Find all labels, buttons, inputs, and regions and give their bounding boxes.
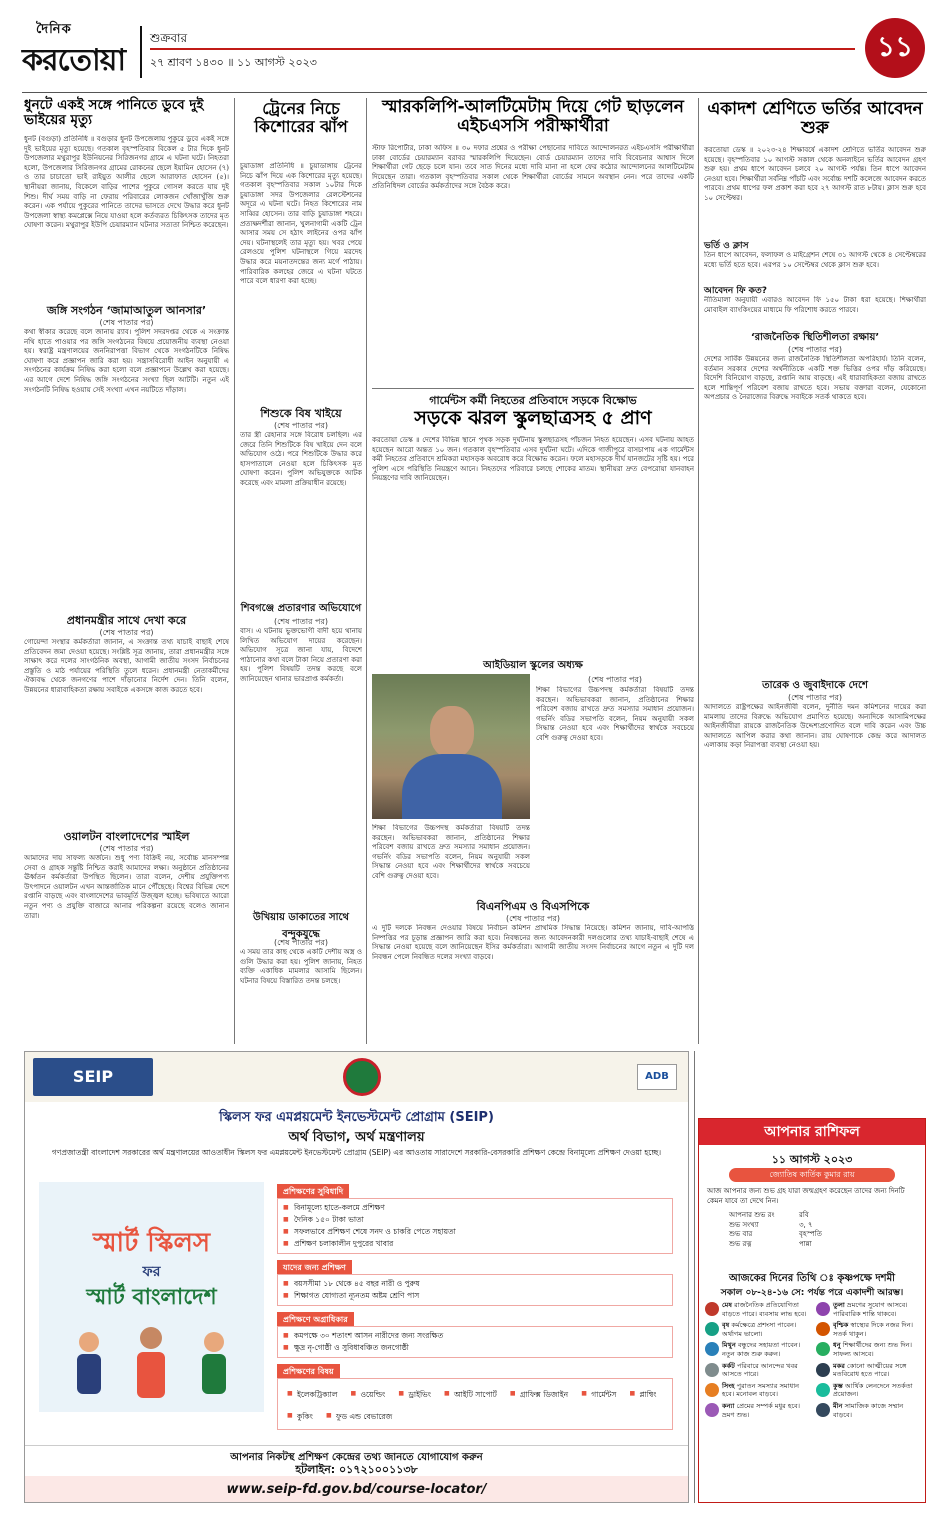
zodiac-name: মেষ [722, 1301, 732, 1309]
headline-shibganj: শিবগঞ্জে প্রতারণার অভিযোগে [240, 603, 362, 614]
slogan-for: ফর [142, 1264, 161, 1280]
zodiac-name: কর্কট [722, 1361, 735, 1370]
column-divider [694, 1051, 695, 1503]
headline-hsc: স্মারকলিপি-আলটিমেটাম দিয়ে গেট ছাড়লেন এইচএসসি পরীক্ষার্থীরা [382, 97, 684, 137]
zodiac-icon [816, 1383, 830, 1397]
headline-walton: ওয়ালটন বাংলাদেশের স্মাইল [63, 830, 190, 843]
zodiac-icon [705, 1322, 719, 1336]
horoscope-box [698, 1118, 926, 1503]
sub-admission-class: ভর্তি ও ক্লাস [704, 241, 749, 251]
zodiac-sign [816, 1301, 921, 1318]
zodiac-sign [816, 1362, 921, 1379]
sub-admission-fee: আবেদন ফি কত? [704, 286, 767, 296]
zodiac-icon [705, 1302, 719, 1316]
workers-illustration-icon [59, 1322, 244, 1402]
top-rule [22, 92, 927, 93]
eligibility-item: ■ শিক্ষাগত যোগ্যতা ন্যূনতম অষ্টম শ্রেণি পাস [278, 1290, 672, 1302]
subject-tag: ■ আইটি সাপোর্ট [444, 1390, 497, 1402]
brand-small: দৈনিক [36, 22, 72, 37]
zodiac-sign [816, 1321, 921, 1338]
cont-jongi: (শেষ পাতার পর) [99, 318, 154, 327]
headline-train: ট্রেনের নিচে কিশোরের ঝাঁপ [254, 99, 348, 136]
zodiac-text: রাজনৈতিক প্রতিযোগিতা বাড়তে পারে। ব্যবসায় লাভ হবে। [722, 1301, 807, 1318]
ad-title: স্কিলস ফর এমপ্লয়মেন্ট ইনভেস্টমেন্ট প্রোগ্রাম (SEIP) [219, 1110, 494, 1125]
zodiac-name: কন্যা [722, 1401, 735, 1410]
headline-admission: একাদশ শ্রেণিতে ভর্তির আবেদন শুরু [707, 99, 923, 139]
article-ideal-left: শিক্ষা বিভাগের উচ্চপদস্থ কর্মকর্তারা বিষয়টি তদন্ত করছেন। অভিভাবকরা জানান, প্রতিষ্ঠানের শিক্ষার পরিবেশ বজায় রাখতে দ্রুত সমস্যার সমাধান প্রয়োজন। গভর্নিং বডির সভাপতি বলেন, নিয়ম অনুযায়ী সকল সিদ্ধান্ত নেওয়া হবে এবং শিক্ষার্থীদের স্বার্থকে সবচেয়ে বেশি গুরুত্ব দেওয়া হবে। [372, 824, 530, 880]
subject-tag: ■ ইলেকট্রিক্যাল [287, 1390, 337, 1402]
horoscope-title: আপনার রাশিফল [699, 1119, 925, 1145]
headline-political: ‘রাজনৈতিক স্থিতিশীলতা রক্ষায়’ [750, 332, 880, 343]
zodiac-icon [816, 1302, 830, 1316]
article-hsc-body: স্টাফ রিপোর্টার, ঢাকা অফিস ॥ ৩০ দফার প্রশ্নের ও পরীক্ষা পেছানোর দাবিতে আন্দোলনরত এইচএসসি পরীক্ষার্থীরা ঢাকা বোর্ডের চেয়ারম্যান বরাবর স্মারকলিপি দিয়েছেন। বোর্ড চেয়ারম্যান তাদের দাবি বিবেচনার আশ্বাস দিলে শিক্ষার্থীরা গেট ছেড়ে চলে যান। তবে সাত দিনের মধ্যে দাবি মানা না হলে ফের কঠোর আন্দোলনের আলটিমেটাম দিয়েছেন তারা। গতকাল বৃহস্পতিবার সকাল থেকে শিক্ষার্থীরা বোর্ডের সামনে অবস্থান নেন। পরে তাদের একটি প্রতিনিধিদল বোর্ডের কর্মকর্তাদের সঙ্গে বৈঠক করে। [372, 144, 694, 191]
date-rule [150, 48, 855, 50]
ad-hotline: হটলাইন: ০১৭২১০০১১৩৮ [295, 1463, 418, 1476]
headline-dhunot: ধুনটে একই সঙ্গে পানিতে ডুবে দুই ভাইয়ের মৃত্যু [24, 97, 204, 129]
astrologer-name: জ্যোতিষ কার্তিক কুমার রায় [729, 1168, 895, 1182]
masthead [22, 18, 927, 90]
headline-ideal-school: আইডিয়াল স্কুলের অধ্যক্ষ [483, 660, 583, 671]
government-emblem-icon [343, 1058, 381, 1096]
zodiac-name: কুম্ভ [833, 1381, 843, 1390]
zodiac-name: মিথুন [722, 1341, 736, 1350]
portrait-photo [372, 674, 530, 819]
zodiac-icon [816, 1342, 830, 1356]
article-dhunot-body: ধুনট (বগুড়া) প্রতিনিধি ॥ বগুড়ার ধুনট উপজেলায় পুকুরে ডুবে একই সঙ্গে দুই ভাইয়ের মৃত্যু হয়েছে। গতকাল বৃহস্পতিবার বিকেল ৫ টার দিকে ধুনট উপজেলার মথুরাপুর ইউনিয়নের সিরিজনগর গ্রামে এ ঘটনা ঘটে। নিহতরা হলো, উপজেলার সিরিজনগর গ্রামের রোকনের ছেলে ইয়ামিন হোসেন (৭) ও তার চাচাতো ভাই রাইয়ুত আলীর ছেলে আরাফাত হোসেন (৫)। স্থানীয়রা জানায়, বিকেলে বাড়ির পাশের পুকুরে গোসল করতে যায় দুই শিশু। দীর্ঘ সময় বাড়ি না ফেরায় পরিবারের লোকজন খোঁজাখুঁজি শুরু করেন। এক পর্যায়ে পুকুরের পানিতে তাদের ভাসতে দেখে উদ্ধার করে ধুনট উপজেলা স্বাস্থ্য কমপ্লেক্সে নিয়ে যাওয়া হলে কর্তব্যরত চিকিৎসক তাদের মৃত ঘোষণা করেন। মথুরাপুর ইউপি চেয়ারম্যান ঘটনার সত্যতা নিশ্চিত করেছেন। [24, 135, 229, 230]
lucky-row: আপনার শুভ রং রবি [729, 1211, 809, 1219]
subjects-heading: প্রশিক্ষণের বিষয় [277, 1364, 340, 1381]
zodiac-text: সামাজিক কাজে সম্মান বাড়বে। [833, 1401, 904, 1419]
benefit-item: ■ প্রশিক্ষণ চলাকালীন দুপুরের খাবার [278, 1238, 672, 1250]
article-train-body: চুয়াডাঙ্গা প্রতিনিধি ॥ চুয়াডাঙ্গায় ট্রেনের নিচে ঝাঁপ দিয়ে এক কিশোরের মৃত্যু হয়েছে। গতকাল বৃহস্পতিবার সকাল ১০টার দিকে চুয়াডাঙ্গা সদর উপজেলার রেলস্টেশনের অদূরে এ ঘটনা ঘটে। নিহত কিশোরের নাম সাব্বির হোসেন। তার বাড়ি চুয়াডাঙ্গা শহরে। প্রত্যক্ষদর্শীরা জানান, খুলনাগামী একটি ট্রেন আসার সময় সে হঠাৎ লাইনের ওপর ঝাঁপ দেয়। ঘটনাস্থলেই তার মৃত্যু হয়। খবর পেয়ে রেলওয়ে পুলিশ ঘটনাস্থলে গিয়ে মরদেহ উদ্ধার করে ময়নাতদন্তের জন্য মর্গে পাঠায়। পারিবারিক কলহের জেরে এ ঘটনা ঘটতে পারে বলে ধারণা করা হচ্ছে। [240, 162, 362, 286]
cont-walton: (শেষ পাতার পর) [99, 844, 154, 853]
headline-road-accident: সড়কে ঝরল স্কুলছাত্রসহ ৫ প্রাণ [414, 407, 652, 429]
headline-ukhia: উখিয়ায় ডাকাতের সাথে বন্দুকযুদ্ধে [252, 912, 350, 940]
ad-illustration [39, 1182, 264, 1412]
zodiac-icon [816, 1403, 830, 1417]
zodiac-text: স্বাস্থ্যের দিকে নজর দিন। সতর্ক থাকুন। [833, 1321, 914, 1338]
article-shibganj-body: বাস। এ ঘটনায় ভুক্তভোগী বাদী হয়ে থানায় লিখিত অভিযোগ দায়ের করেছেন। অভিযোগ সূত্রে জানা যায়, বিদেশে পাঠানোর কথা বলে টাকা নিয়ে প্রতারণা করা হয়। পুলিশ বিষয়টি তদন্ত করছে বলে জানিয়েছেন থানার ভারপ্রাপ্ত কর্মকর্তা। [240, 627, 362, 683]
ad-description: গণপ্রজাতন্ত্রী বাংলাদেশ সরকারের অর্থ মন্ত্রণালয়ের আওতাধীন স্কিলস ফর এমপ্লয়মেন্ট ইনভেস্টমেন্ট প্রোগ্রাম (SEIP) এর আওতায় সারাদেশে সরকারি-বেসরকারি প্রশিক্ষণ কেন্দ্রে বিনামূল্যে প্রশিক্ষণ দেওয়া হচ্ছে। [51, 1148, 662, 1157]
masthead-divider [140, 26, 142, 78]
newspaper-logo [22, 18, 132, 80]
subject-tag: ■ ড্রাইভিং [398, 1390, 431, 1402]
cont-pm: (শেষ পাতার পর) [99, 628, 154, 637]
subject-tag: ■ কুকিং [287, 1412, 313, 1424]
zodiac-sign [705, 1382, 810, 1399]
ad-subtitle: অর্থ বিভাগ, অর্থ মন্ত্রণালয় [288, 1130, 425, 1145]
zodiac-sign [705, 1341, 810, 1358]
zodiac-text: পুরাতন সমস্যার সমাধান হবে। মনোবল বাড়বে। [722, 1381, 800, 1399]
zodiac-name: সিংহ [722, 1381, 735, 1390]
cont-ukhia: (শেষ পাতার পর) [273, 938, 329, 947]
weekday: শুক্রবার [150, 31, 188, 45]
subjects-list [287, 1382, 667, 1426]
column-divider [698, 98, 699, 1044]
tithi-time: সকাল ০৮-২৪-১৬ সে: পর্যন্ত পরে একাদশী আরম্ভ। [720, 1288, 904, 1298]
subject-tag: ■ গার্মেন্টস [581, 1390, 616, 1402]
article-jongi-body: কথা স্বীকার করেছে বলে জানায় র‌্যাব। পুলিশ সদরদপ্তর থেকে এ সংক্রান্ত নথি হাতে পাওয়ার পর জঙ্গি সংগঠনের বিষয়ে প্রয়োজনীয় ব্যবস্থা নেওয়া হয়। স্বরাষ্ট্র মন্ত্রণালয়ের জননিরাপত্তা বিভাগ থেকে সংগঠনটিকে নিষিদ্ধ ঘোষণা করে প্রজ্ঞাপন জারি করা হয়। সন্ত্রাসবিরোধী আইন অনুযায়ী এ সংগঠনের কার্যক্রম নিষিদ্ধ করা হলো বলে প্রজ্ঞাপনে উল্লেখ করা হয়েছে। এর আগে দেশে নিষিদ্ধ জঙ্গি সংগঠনের সংখ্যা ছিল আটটি। নতুন এই সংগঠনটি নিষিদ্ধ হওয়ায় সেই সংখ্যা এখন নয়টিতে দাঁড়াল। [24, 328, 229, 394]
zodiac-icon [705, 1363, 719, 1377]
headline-poison: শিশুকে বিষ খাইয়ে [260, 407, 342, 420]
article-ukhia-body: এ সময় তার কাছ থেকে একটি দেশীয় অস্ত্র ও গুলি উদ্ধার করা হয়। পুলিশ জানায়, নিহত ব্যক্তি একাধিক মামলার আসামি ছিলেন। ঘটনার বিষয়ে বিস্তারিত তদন্ত চলছে। [240, 948, 362, 985]
photo-body [402, 754, 502, 819]
cont-ideal-school: (শেষ পাতার পর) [587, 675, 643, 684]
kicker-garments: গার্মেন্টস কর্মী নিহতের প্রতিবাদে সড়কে বিক্ষোভ [429, 394, 637, 407]
benefit-item: ■ দৈনিক ১৫০ টাকা ভাতা [278, 1214, 672, 1226]
zodiac-name: মকর [833, 1361, 845, 1370]
date-line: ২৭ শ্রাবণ ১৪৩০ ॥ ১১ আগস্ট ২০২৩ [150, 56, 317, 69]
article-tarek-body: আদালতে রাষ্ট্রপক্ষের আইনজীবী বলেন, দুর্নীতি দমন কমিশনের দায়ের করা মামলায় তাদের বিরুদ্ধে অভিযোগ প্রমাণিত হয়েছে। অন্যদিকে আসামিপক্ষের আইনজীবীরা রায়কে রাজনৈতিক উদ্দেশ্যপ্রণোদিত বলে দাবি করেন এবং উচ্চ আদালতে আপিল করার কথা জানান। রায় ঘোষণাকে কেন্দ্র করে আদালত এলাকায় কড়া নিরাপত্তা ব্যবস্থা নেওয়া হয়। [704, 703, 926, 750]
lucky-row: শুভ বার বৃহস্পতি [729, 1230, 822, 1239]
column-divider [366, 98, 367, 1044]
page-number-badge: ১১ [865, 18, 925, 78]
horoscope-intro: আজ আপনার জন্য শুভ গ্রহ যারা জন্মগ্রহণ করেছেন তাদের জন্য দিনটি কেমন যাবে তা দেখে নিন। [707, 1187, 905, 1205]
benefit-item: ■ বিনামূল্যে হাতে-কলমে প্রশিক্ষণ [278, 1202, 672, 1214]
zodiac-text: প্রেমের সম্পর্ক মধুর হবে। ভ্রমণ শুভ। [722, 1401, 801, 1419]
zodiac-grid [705, 1301, 921, 1419]
sub-admission-fee-body: নীতিমালা অনুযায়ী এবারও আবেদন ফি ১৫০ টাকা ধরা হয়েছে। শিক্ষার্থীরা মোবাইল ব্যাংকিংয়ের মাধ্যমে ফি পরিশোধ করতে পারবে। [704, 296, 926, 314]
priority-box [277, 1326, 673, 1358]
zodiac-sign [816, 1382, 921, 1399]
cont-political: (শেষ পাতার পর) [787, 345, 843, 354]
lucky-row: শুভ রত্ন পান্না [729, 1239, 812, 1248]
horoscope-date: ১১ আগস্ট ২০২৩ [771, 1153, 853, 1166]
article-poison-body: তার স্ত্রী রেহানার সঙ্গে বিরোধ চলছিল। এর জেরে তিনি শিশুটিকে বিষ খাইয়ে দেন বলে অভিযোগ ওঠে। পরে শিশুটিকে উদ্ধার করে হাসপাতালে নেওয়া হলে চিকিৎসক মৃত ঘোষণা করেন। পুলিশ অভিযুক্তকে আটক করেছে এবং মামলা প্রক্রিয়াধীন রয়েছে। [240, 431, 362, 487]
tithi-line: আজকের দিনের তিথি ঃ কৃষ্ণপক্ষে দশমী [729, 1273, 895, 1284]
zodiac-sign [816, 1341, 921, 1358]
zodiac-sign [705, 1402, 810, 1419]
eligibility-heading: যাদের জন্য প্রশিক্ষণ [277, 1260, 352, 1277]
headline-tarek: তারেক ও জুবাইদাকে দেশে [762, 680, 868, 691]
article-pm-body: গোয়েন্দা সংস্থার কর্মকর্তারা জানান, এ সংক্রান্ত তথ্য যাচাই বাছাই শেষে প্রতিবেদন জমা দেওয়া হয়েছে। সংশ্লিষ্ট সূত্র জানায়, তারা প্রধানমন্ত্রীর সঙ্গে সাক্ষাৎ করে দলের সাংগঠনিক অবস্থা, আগামী জাতীয় সংসদ নির্বাচনের প্রস্তুতি ও মাঠ পর্যায়ের পরিস্থিতি তুলে ধরেন। প্রধানমন্ত্রী নেতাকর্মীদের ঐক্যবদ্ধ থেকে জনগণের পাশে দাঁড়ানোর নির্দেশ দেন। তিনি বলেন, উন্নয়নের ধারাবাহিকতা রক্ষায় সবাইকে একসঙ্গে কাজ করতে হবে। [24, 638, 229, 694]
column-divider [234, 98, 235, 1044]
eligibility-box [277, 1274, 673, 1306]
zodiac-text: কোনো আত্মীয়ের সঙ্গে মতবিরোধ হতে পারে। [833, 1361, 907, 1379]
cont-poison: (শেষ পাতার পর) [273, 421, 329, 430]
zodiac-icon [816, 1363, 830, 1377]
photo-face [430, 706, 474, 758]
article-admission-body: করতোয়া ডেস্ক ॥ ২০২৩-২৪ শিক্ষাবর্ষে একাদশ শ্রেণিতে ভর্তির আবেদন শুরু হয়েছে। বৃহস্পতিবার ১০ আগস্ট সকাল থেকে অনলাইনে ভর্তির আবেদন গ্রহণ শুরু হয়। প্রথম ধাপে আবেদন চলবে ২০ আগস্ট পর্যন্ত। তিন ধাপে আবেদন নেওয়া হবে। শিক্ষার্থীরা সর্বনিম্ন পাঁচটি এবং সর্বোচ্চ দশটি কলেজে আবেদন করতে পারবে। প্রথম ধাপের ফল প্রকাশ করা হবে ২৭ আগস্ট রাত ৮টায়। ক্লাস শুরু হবে ১০ সেপ্টেম্বর। [704, 146, 926, 202]
subject-tag: ■ প্লাম্বিং [629, 1390, 656, 1402]
sub-admission-class-body: তিন ধাপে আবেদন, ফলাফল ও মাইগ্রেশন শেষে ৩১ আগস্ট থেকে ৪ সেপ্টেম্বরের মধ্যে ভর্তি হতে হবে। এরপর ১০ সেপ্টেম্বর থেকে ক্লাস শুরু হবে। [704, 251, 926, 269]
slogan-smart-bangladesh: স্মার্ট বাংলাদেশ [86, 1285, 217, 1310]
zodiac-icon [705, 1342, 719, 1356]
article-walton-body: আমাদের দায় সাফল্য অর্জনে। শুধু পণ্য বিক্রিই নয়, সর্বোচ্চ মানসম্পন্ন সেবা ও গ্রাহক সন্তুষ্টি নিশ্চিত করাই আমাদের লক্ষ্য। অনুষ্ঠানে প্রতিষ্ঠানের ঊর্ধ্বতন কর্মকর্তারা উপস্থিত ছিলেন। তারা বলেন, দেশীয় প্রযুক্তিপণ্য উৎপাদনে ওয়ালটন এখন আন্তর্জাতিক মানে পৌঁছেছে। বিশ্বের বিভিন্ন দেশে রপ্তানি বাড়ছে এবং বাংলাদেশের ভাবমূর্তি উজ্জ্বল হচ্ছে। ভবিষ্যতে আরো নতুন পণ্য ও প্রযুক্তি বাজারে আনার পরিকল্পনা রয়েছে বলেও জানান তারা। [24, 854, 229, 920]
zodiac-name: বৃষ [722, 1321, 730, 1330]
benefits-heading: প্রশিক্ষণের সুবিধাদি [277, 1184, 349, 1201]
priority-heading: প্রশিক্ষণে অগ্রাধিকার [277, 1312, 354, 1329]
zodiac-sign [705, 1362, 810, 1379]
eligibility-item: ■ বয়সসীমা ১৮ থেকে ৪৫ বছর নারী ও পুরুষ [278, 1278, 672, 1290]
zodiac-text: পরিবারে আনন্দের খবর আসতে পারে। [722, 1361, 798, 1379]
zodiac-sign [705, 1301, 810, 1318]
zodiac-text: ভ্রমণের সুযোগ আসবে। পারিবারিক শান্তি থাকবে। [833, 1301, 908, 1318]
zodiac-text: শিক্ষার্থীদের জন্য শুভ দিন। সাফল্য আসবে। [833, 1341, 912, 1358]
zodiac-text: কর্মক্ষেত্রে প্রশংসা পাবেন। অর্থাগম ভালো। [722, 1321, 797, 1338]
headline-pm: প্রধানমন্ত্রীর সাথে দেখা করে [66, 614, 187, 627]
zodiac-name: মীন [833, 1401, 843, 1410]
article-bnpm-body: এ দুটি দলকে নিবন্ধন দেওয়ার বিষয়ে নির্বাচন কমিশন প্রাথমিক সিদ্ধান্ত নিয়েছে। কমিশন জানায়, দাবি-আপত্তি নিষ্পত্তির পর চূড়ান্ত প্রজ্ঞাপন জারি করা হবে। নিবন্ধনের জন্য আবেদনকারী দলগুলোর তথ্য যাচাই-বাছাই শেষে এ সিদ্ধান্ত নেওয়া হয়েছে বলে জানিয়েছেন ইসির কর্মকর্তারা। আগামী জাতীয় সংসদ নির্বাচনের আগে নতুন এ দুটি দল নিবন্ধন পেলে নিবন্ধিত দলের সংখ্যা বাড়বে। [372, 924, 694, 961]
zodiac-name: তুলা [833, 1301, 845, 1309]
article-political-body: দেশের সার্বিক উন্নয়নের জন্য রাজনৈতিক স্থিতিশীলতা অপরিহার্য। তিনি বলেন, বর্তমান সরকার দেশের অর্থনীতিকে একটি শক্ত ভিত্তির ওপর দাঁড় করিয়েছে। বিদেশি বিনিয়োগ বাড়ছে, রপ্তানি আয় বাড়ছে। এই ধারাবাহিকতা বজায় রাখতে হলে শান্তিপূর্ণ পরিবেশ বজায় রাখতে হবে। সভায় বক্তারা বলেন, যেকোনো অপপ্রচার ও নৈরাজ্যের বিরুদ্ধে সবাইকে সতর্ক থাকতে হবে। [704, 355, 926, 402]
zodiac-icon [705, 1403, 719, 1417]
article-ideal-right: শিক্ষা বিভাগের উচ্চপদস্থ কর্মকর্তারা বিষয়টি তদন্ত করছেন। অভিভাবকরা জানান, প্রতিষ্ঠানের শিক্ষার পরিবেশ বজায় রাখতে দ্রুত সমস্যার সমাধান প্রয়োজন। গভর্নিং বডির সভাপতি বলেন, নিয়ম অনুযায়ী সকল সিদ্ধান্ত নেওয়া হবে এবং শিক্ষার্থীদের স্বার্থকে সবচেয়ে বেশি গুরুত্ব দেওয়া হবে। [536, 686, 694, 742]
zodiac-icon [816, 1322, 830, 1336]
lucky-table [729, 1211, 919, 1249]
lucky-row: শুভ সংখ্যা ৩, ৭ [729, 1220, 813, 1229]
subject-tag: ■ ফুড এন্ড বেভারেজ [326, 1412, 392, 1424]
article-road-body: করতোয়া ডেস্ক ॥ দেশের বিভিন্ন স্থানে পৃথক সড়ক দুর্ঘটনায় স্কুলছাত্রসহ পাঁচজন নিহত হয়েছেন। এসব ঘটনায় আহত হয়েছেন আরো অন্তত ১০ জন। গতকাল বৃহস্পতিবার এসব দুর্ঘটনা ঘটে। এদিকে গাজীপুরে বাসচাপায় এক গার্মেন্টস কর্মী নিহতের প্রতিবাদে শ্রমিকরা মহাসড়ক অবরোধ করে বিক্ষোভ করেন। ফলে মহাসড়কে দীর্ঘ যানজটের সৃষ্টি হয়। পরে পুলিশ এসে পরিস্থিতি নিয়ন্ত্রণে আনে। নিহতদের পরিবারে চলছে শোকের মাতম। স্থানীয়রা দ্রুত বেপরোয়া যানবাহন নিয়ন্ত্রণের দাবি জানিয়েছেন। [372, 436, 694, 483]
priority-item: ■ কমপক্ষে ৩০ শতাংশ আসন নারীদের জন্য সংরক্ষিত [278, 1330, 672, 1342]
zodiac-name: বৃশ্চিক [833, 1321, 849, 1330]
priority-item: ■ ক্ষুদ্র নৃ-গোষ্ঠী ও সুবিধাবঞ্চিত জনগোষ্ঠী [278, 1342, 672, 1354]
brand-name: করতোয়া [22, 43, 126, 78]
cont-bnpm: (শেষ পাতার পর) [505, 914, 561, 923]
cont-shibganj: (শেষ পাতার পর) [273, 617, 329, 626]
ad-footer-note: আপনার নিকটস্থ প্রশিক্ষণ কেন্দ্রের তথ্য জানতে যোগাযোগ করুন [25, 1445, 688, 1467]
zodiac-sign [705, 1321, 810, 1338]
section-rule [372, 388, 694, 389]
cont-tarek: (শেষ পাতার পর) [787, 693, 843, 702]
ad-header-band [25, 1052, 688, 1102]
zodiac-text: বন্ধুদের সহায়তা পাবেন। নতুন কাজ শুরু করুন। [722, 1341, 801, 1358]
headline-bnpm: বিএনপিএম ও বিএসপিকে [476, 900, 590, 913]
subject-tag: ■ ওয়েল্ডিং [351, 1390, 386, 1402]
zodiac-name: ধনু [833, 1341, 841, 1350]
zodiac-icon [705, 1383, 719, 1397]
ad-url-link[interactable]: www.seip-fd.gov.bd/course-locator/ [25, 1476, 688, 1503]
seip-advertisement [24, 1051, 689, 1503]
benefit-item: ■ সফলভাবে প্রশিক্ষণ শেষে সনদ ও চাকরি পেতে সহায়তা [278, 1226, 672, 1238]
zodiac-sign [816, 1402, 921, 1419]
adb-logo: ADB [637, 1064, 677, 1090]
slogan-smart-skills: স্মার্ট স্কিলস [92, 1228, 211, 1258]
headline-jongi: জঙ্গি সংগঠন ‘জামাআতুল আনসার’ [46, 304, 207, 317]
benefits-box [277, 1198, 673, 1254]
subject-tag: ■ গ্রাফিক্স ডিজাইন [510, 1390, 568, 1402]
seip-logo: SEIP [33, 1058, 153, 1096]
zodiac-text: আর্থিক লেনদেনে সতর্কতা প্রয়োজন। [833, 1381, 913, 1399]
